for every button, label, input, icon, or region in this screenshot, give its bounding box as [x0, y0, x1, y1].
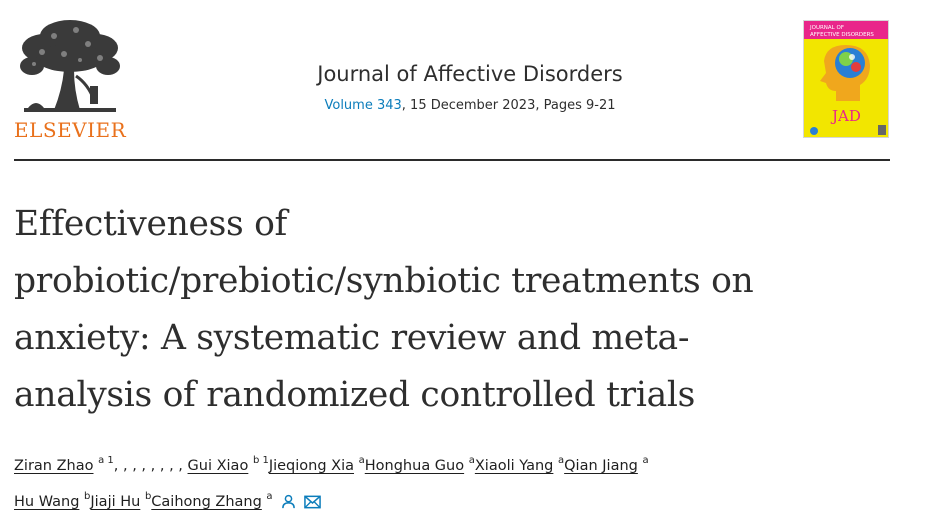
cover-jad-logo: JAD: [832, 107, 861, 125]
affiliation-ref[interactable]: b: [84, 491, 91, 502]
journal-header: [0, 0, 944, 160]
affiliation-ref[interactable]: b: [144, 491, 152, 502]
affiliation-ref[interactable]: b 1: [252, 455, 269, 466]
author-link[interactable]: Hu Wang: [14, 494, 80, 510]
affiliation-ref[interactable]: a: [358, 455, 365, 466]
journal-cover-image[interactable]: [803, 20, 889, 138]
affiliation-ref[interactable]: a: [642, 455, 649, 466]
affiliation-ref[interactable]: a: [266, 491, 273, 502]
envelope-icon[interactable]: [304, 487, 321, 523]
author-link[interactable]: Qian Jiang: [564, 458, 638, 474]
author-link[interactable]: Caihong Zhang: [151, 494, 262, 510]
elsevier-tree-icon: [14, 14, 126, 116]
author-list: [14, 448, 914, 523]
issue-date-pages: , 15 December 2023, Pages 9-21: [401, 98, 616, 113]
person-icon[interactable]: [281, 487, 296, 523]
journal-info: [140, 62, 800, 113]
affiliation-ref[interactable]: a: [558, 455, 565, 466]
author-link[interactable]: Xiaoli Yang: [474, 458, 554, 474]
cover-title-line2: AFFECTIVE DISORDERS: [810, 32, 874, 38]
title-line: probiotic/prebiotic/synbiotic treatments on: [14, 261, 754, 301]
affiliation-ref[interactable]: a: [468, 455, 475, 466]
publisher-wordmark: ELSEVIER: [14, 118, 127, 142]
author-separator: , , , , , , , ,: [113, 458, 188, 474]
author-link[interactable]: Honghua Guo: [364, 458, 465, 474]
elsevier-logo[interactable]: [14, 14, 126, 142]
article-title: [14, 196, 914, 424]
title-line: Effectiveness of: [14, 204, 288, 244]
journal-title-link[interactable]: Journal of Affective Disorders: [317, 62, 623, 86]
affiliation-ref[interactable]: a 1: [98, 455, 114, 466]
volume-link[interactable]: Volume 343: [324, 98, 402, 113]
header-divider: [14, 159, 890, 161]
issue-info: [140, 98, 800, 113]
author-line-2: [14, 484, 914, 523]
title-line: anxiety: A systematic review and meta-: [14, 318, 690, 358]
author-line-1: [14, 448, 914, 484]
cover-title-line1: JOURNAL OF: [810, 25, 844, 31]
author-link[interactable]: Ziran Zhao: [14, 458, 94, 474]
author-link[interactable]: Jiaji Hu: [90, 494, 141, 510]
author-link[interactable]: Jieqiong Xia: [268, 458, 355, 474]
author-link[interactable]: Gui Xiao: [187, 458, 249, 474]
title-line: analysis of randomized controlled trials: [14, 375, 695, 415]
journal-cover-art-icon: [804, 21, 889, 138]
